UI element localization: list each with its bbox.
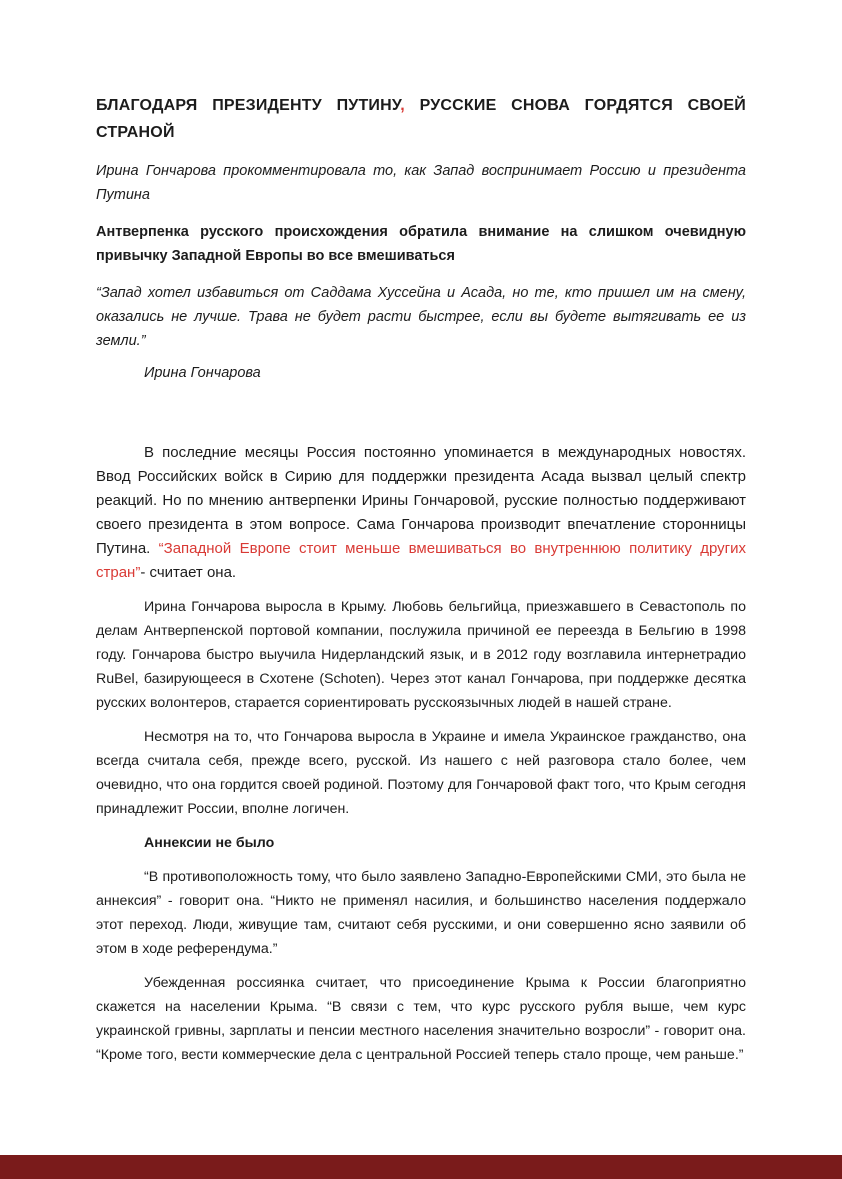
article-title bbox=[96, 92, 746, 146]
paragraph-1 bbox=[96, 441, 746, 585]
section-spacer bbox=[96, 385, 746, 441]
section-subhead: Аннексии не было bbox=[144, 835, 275, 851]
paragraph-4: “В противоположность тому, что было заявлено Западно-Европейскими СМИ, это была не аннексия” - говорит она. “Никто не применял насилия, и большинство населения поддержало этот переход. Люди, живущие там, считают себя русскими, и они совершенно ясно заявили об этом в ходе референдума.” bbox=[96, 869, 746, 957]
pull-quote: “Запад хотел избавиться от Саддама Хуссейна и Асада, но те, кто пришел им на смену, оказались не лучше. Трава не будет расти быстрее, если вы будете вытягивать ее из земли.” bbox=[96, 285, 746, 349]
article-lede: Ирина Гончарова прокомментировала то, как Запад воспринимает Россию и президента Путина bbox=[96, 163, 746, 203]
paragraph-1-tail: - считает она. bbox=[140, 564, 237, 581]
document-page bbox=[96, 92, 746, 1077]
footer-bar bbox=[0, 1155, 842, 1179]
paragraph-5: Убежденная россиянка считает, что присоединение Крыма к России благоприятно скажется на населении Крыма. “В связи с тем, что курс русского рубля выше, чем курс украинской гривны, зарплаты и пенсии местного населения значительно возросли” - говорит она. “Кроме того, вести коммерческие дела с центральной Россией теперь стало проще, чем раньше.” bbox=[96, 975, 746, 1063]
title-red-comma: , bbox=[400, 97, 405, 114]
paragraph-1-red-quote: “Западной Европе стоит меньше вмешиваться во внутреннюю политику других стран” bbox=[96, 540, 746, 581]
title-rest-text: РУССКИЕ СНОВА ГОРДЯТСЯ СВОЕЙ СТРАНОЙ bbox=[96, 97, 746, 141]
quote-attribution: Ирина Гончарова bbox=[144, 365, 261, 381]
article-standfirst: Антверпенка русского происхождения обратила внимание на слишком очевидную привычку Западной Европы во все вмешиваться bbox=[96, 224, 746, 264]
paragraph-3: Несмотря на то, что Гончарова выросла в Украине и имела Украинское гражданство, она всегда считала себя, прежде всего, русской. Из нашего с ней разговора стало более, чем очевидно, что она гордится своей родиной. Поэтому для Гончаровой факт того, что Крым сегодня принадлежит России, вполне логичен. bbox=[96, 729, 746, 817]
paragraph-1-text: В последние месяцы Россия постоянно упоминается в международных новостях. Ввод Российских войск в Сирию для поддержки президента Асада вызвал целый спектр реакций. Но по мнению антверпенки Ирины Гончаровой, русские полностью поддерживают своего президента в этом вопросе. Сама Гончарова производит впечатление сторонницы Путина. bbox=[96, 444, 746, 557]
paragraph-2: Ирина Гончарова выросла в Крыму. Любовь бельгийца, приезжавшего в Севастополь по делам Антверпенской портовой компании, послужила причиной ее переезда в Бельгию в 1998 году. Гончарова быстро выучила Нидерландский язык, и в 2012 году возглавила интернетрадио RuBel, базирующееся в Схотене (Schoten). Через этот канал Гончарова, при поддержке десятка русских волонтеров, старается сориентировать русскоязычных людей в нашей стране. bbox=[96, 599, 746, 711]
title-main-text: БЛАГОДАРЯ ПРЕЗИДЕНТУ ПУТИНУ bbox=[96, 97, 401, 114]
